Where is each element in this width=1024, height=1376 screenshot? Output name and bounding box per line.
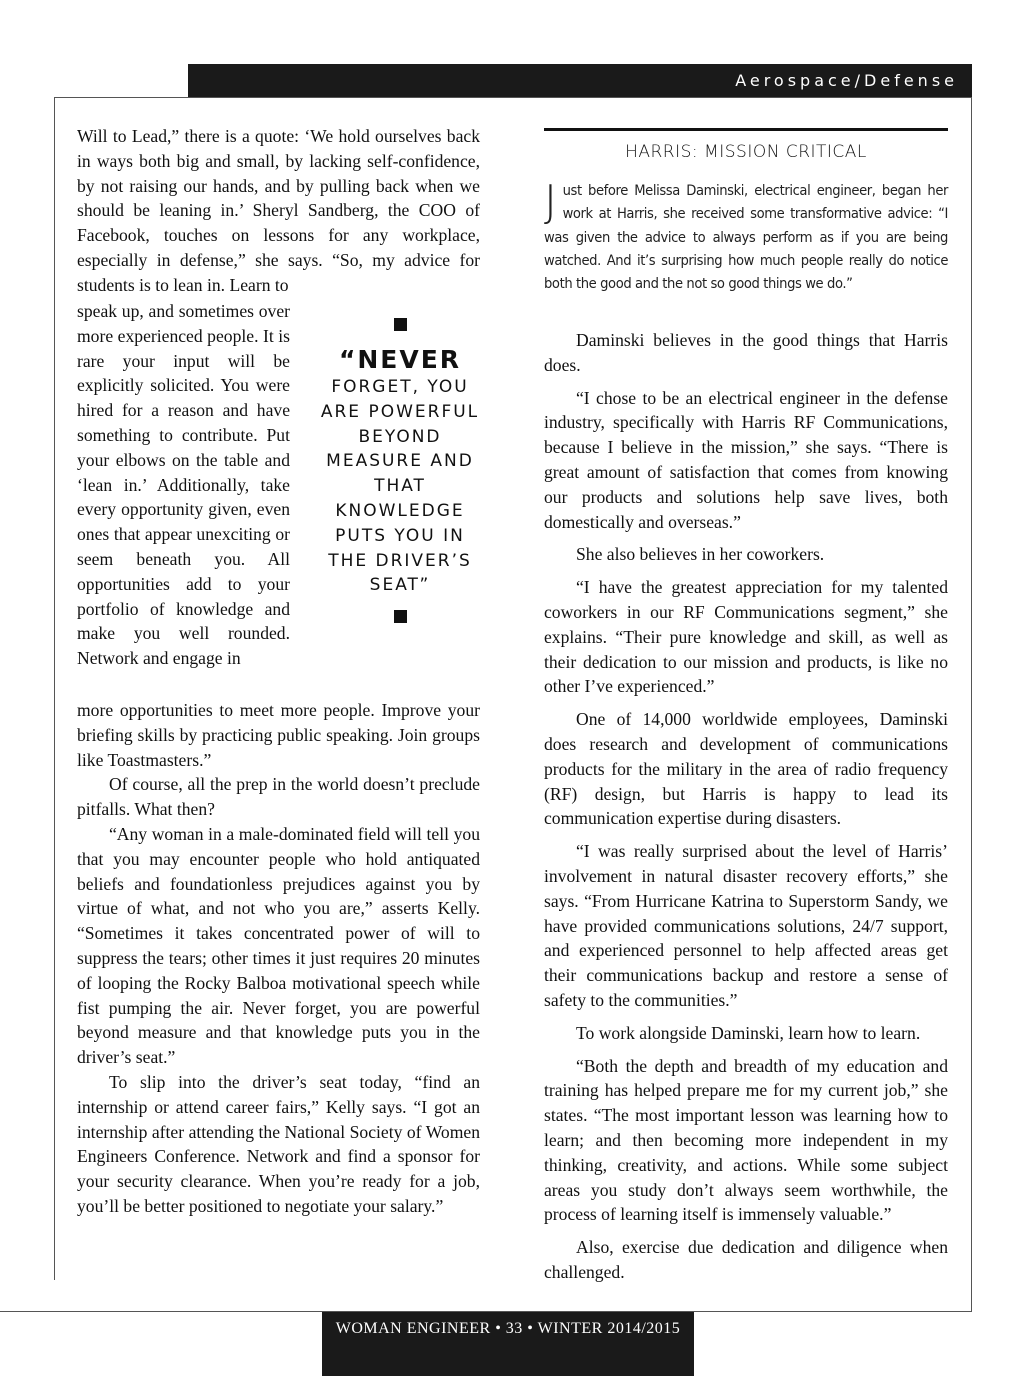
left-paragraph-intro: Will to Lead,” there is a quote: ‘We hold ourselves back in ways both big and small, by lacking self-confidence, by not raising our hands, and by pulling back when we should be leaning in.’ Sheryl Sandberg, the COO of Facebook, touches on lessons for any workplace, especially in defense,” she says. “So, my advice for students is to lean in. Learn to [77,126,480,295]
left-column-continued [77,698,480,1219]
left-paragraph: To slip into the driver’s seat today, “find an internship or attend career fairs,” Kelly says. “I got an internship after attending the National Society of Women Engineers Conference. Network and find a sponsor for your security clearance. When you’re ready for a job, you’ll be better positioned to negotiate your salary.” [77,1071,480,1216]
pull-quote-text: FORGET, YOU ARE POWERFUL BEYOND MEASURE AND THAT KNOWLEDGE PUTS YOU IN THE DRIVER’S SEAT” [320,377,480,596]
frame-rule-left [54,97,55,1280]
footer-bar [322,1312,694,1376]
section-label: Aerospace/Defense [735,71,958,90]
frame-rule-right [971,97,972,1312]
right-column [544,328,948,1285]
right-paragraph: Daminski believes in the good things that Harris does. [544,330,948,375]
right-paragraph: One of 14,000 worldwide employees, Daminski does research and development of communications products for the military in the area of radio frequency (RF) design, but Harris is happy to lead its communication expertise during disasters. [544,709,948,829]
sidebar-top-rule [544,128,948,131]
frame-rule-top [54,97,972,98]
sidebar-intro-text: ust before Melissa Daminski, electrical engineer, began her work at Harris, she received some transformative advice: “I was given the advice to always perform as if you are being watched. And it’s surprising how much people really do notice both the good and the not so good things we do.” [544,182,948,293]
pull-quote [320,318,480,623]
pull-quote-first-word: “NEVER [338,345,462,374]
right-paragraph: “Both the depth and breadth of my education and training has helped prepare me for my current job,” she states. “The most important lesson was learning how to learn; and then becoming more independent in my thinking, creativity, and actions. While some subject areas you study don’t always seem worthwhile, the process of learning itself is immensely valuable.” [544,1055,948,1225]
footer-text: WOMAN ENGINEER • 33 • WINTER 2014/2015 [335,1320,681,1337]
left-column-wrapped-text [77,299,290,671]
drop-cap: J [544,176,557,227]
right-paragraph: To work alongside Daminski, learn how to learn. [576,1022,921,1043]
right-paragraph: “I chose to be an electrical engineer in the defense industry, specifically with Harris RF Communications, because I believe in the mission,” she says. “There is great amount of satisfaction that comes from knowing our products and solutions help save lives, both domestically and overseas.” [544,387,948,532]
pull-quote-square-bottom [394,610,407,623]
wrapped-paragraph: speak up, and sometimes over more experienced people. It is rare your input will be explicitly solicited. You were hired for a reason and have something to contribute. Put your elbows on the table and ‘lean in.’ Additionally, take every opportunity given, even ones that appear unexciting or seem beneath you. All opportunities add to your portfolio of knowledge and make you well rounded. Network and engage in [77,301,290,669]
right-paragraph: Also, exercise due dedication and diligence when challenged. [544,1237,948,1282]
section-header-bar [188,64,972,97]
right-paragraph: She also believes in her coworkers. [576,544,825,565]
left-paragraph: more opportunities to meet more people. Improve your briefing skills by practicing public speaking. Join groups like Toastmasters.” [77,700,480,770]
sidebar-title: HARRIS: MISSION CRITICAL [625,142,867,162]
left-paragraph: “Any woman in a male-dominated field will tell you that you may encounter people who hold antiquated beliefs and foundationless prejudices against you by virtue of what, and not who you are,” asserts Kelly. “Sometimes it takes concentrated power of will to suppress the tears; other times it just requires 20 minutes of looping the Rocky Balboa motivational speech while fist pumping the air. Never forget, you are powerful beyond measure and that knowledge puts you in the driver’s seat.” [77,823,480,1068]
pull-quote-square-top [394,318,407,331]
sidebar-intro [544,176,948,295]
left-column-top [77,124,480,298]
right-paragraph: “I have the greatest appreciation for my talented coworkers in our RF Communications segment,” she explains. “Their pure knowledge and skill, as well as their dedication to our mission and products, is like no other I’ve experienced.” [544,577,948,697]
right-paragraph: “I was really surprised about the level of Harris’ involvement in natural disaster recovery efforts,” she says. “From Hurricane Katrina to Superstorm Sandy, we have provided communications solutions, 24/7 support, and experienced personnel to help affected areas get their communications backup and restore a sense of safety to the communities.” [544,841,948,1010]
left-paragraph: Of course, all the prep in the world doesn’t preclude pitfalls. What then? [77,774,480,820]
